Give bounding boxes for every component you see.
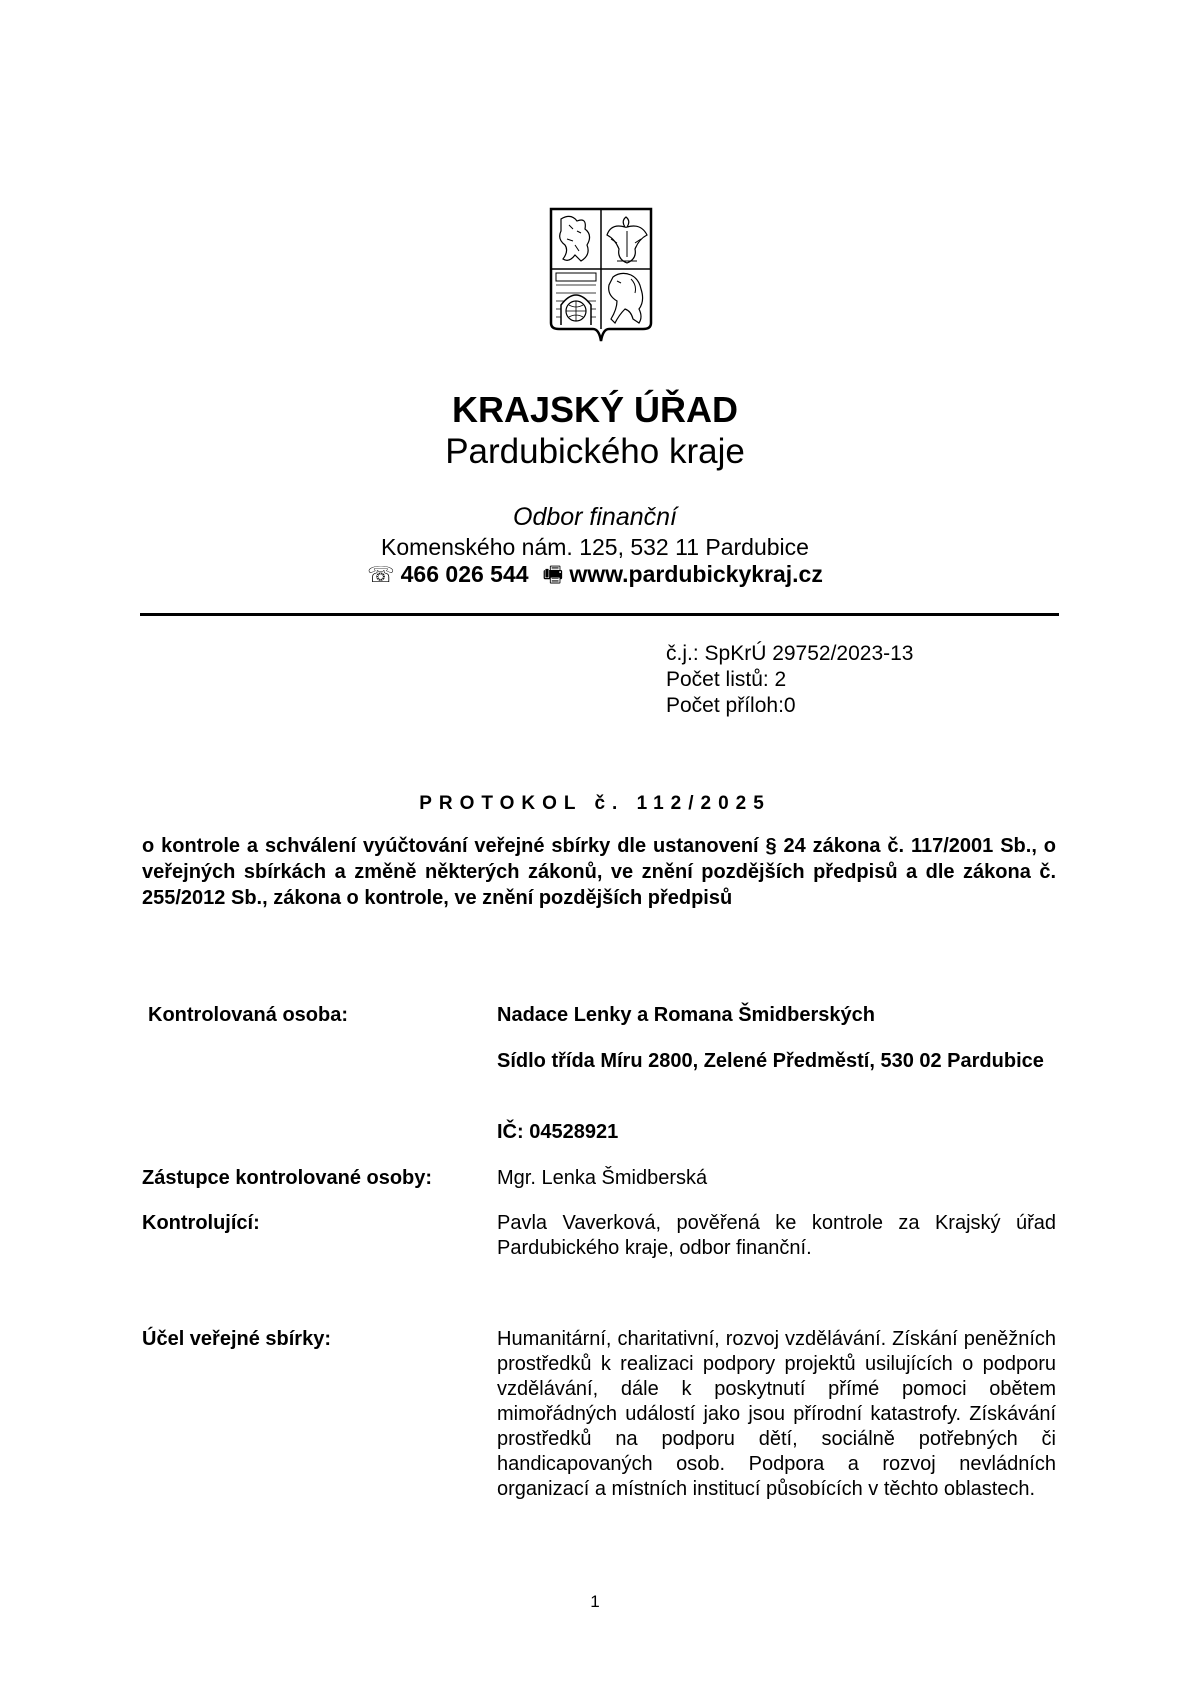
- representative-label: Zástupce kontrolované osoby:: [142, 1167, 433, 1189]
- inspector-label: Kontrolující:: [142, 1212, 260, 1234]
- fax-icon: 🖷: [542, 562, 564, 587]
- website-link[interactable]: www.pardubickykraj.cz: [569, 561, 823, 587]
- purpose-value: Humanitární, charitativní, rozvoj vzdělávání. Získání peněžních prostředků k realizaci podpory projektů usilujících o podporu vzdělávání, dále k poskytnutí přímé pomoci obětem mimořádných událostí jako jsou přírodní katastrofy. Získávání prostředků na podporu dětí, sociálně potřebných či handicapovaných osob. Podpora a rozvoj nevládních organizací a místních institucí působících v těchto oblastech.: [497, 1328, 1056, 1500]
- telephone-icon: ☏: [367, 562, 395, 587]
- representative-value: Mgr. Lenka Šmidberská: [497, 1167, 708, 1189]
- office-subtitle: Pardubického kraje: [445, 432, 745, 471]
- coat-of-arms-icon: [547, 205, 655, 345]
- phone-number: 466 026 544: [400, 561, 529, 587]
- reference-block: [666, 641, 914, 719]
- controlled-person-seat: Sídlo třída Míru 2800, Zelené Předměstí, 530 02 Pardubice: [497, 1050, 1044, 1072]
- sheet-count: Počet listů: 2: [666, 668, 787, 691]
- inspector-value: Pavla Vaverková, pověřená ke kontrole za Krajský úřad Pardubického kraje, odbor finanční.: [497, 1212, 1056, 1259]
- office-title: KRAJSKÝ ÚŘAD: [451, 389, 739, 430]
- page-number: 1: [590, 1592, 600, 1611]
- protocol-subject: o kontrole a schválení vyúčtování veřejné sbírky dle ustanovení § 24 zákona č. 117/2001 Sb., o veřejných sbírkách a změně některých zákonů, ve znění pozdějších předpisů a dle zákona č. 255/2012 Sb., zákona o kontrole, ve znění pozdějších předpisů: [142, 835, 1056, 909]
- header-divider: [140, 613, 1059, 616]
- controlled-person-label: Kontrolovaná osoba:: [148, 1004, 349, 1026]
- purpose-label: Účel veřejné sbírky:: [142, 1328, 331, 1350]
- protocol-title: PROTOKOL č. 112/2025: [419, 793, 771, 814]
- contact-line: [0, 560, 1190, 589]
- office-address: Komenského nám. 125, 532 11 Pardubice: [381, 534, 809, 560]
- case-number: č.j.: SpKrÚ 29752/2023-13: [666, 642, 914, 665]
- department-name: Odbor finanční: [513, 503, 677, 531]
- attachment-count: Počet příloh:0: [666, 694, 796, 717]
- controlled-person-name: Nadace Lenky a Romana Šmidberských: [497, 1004, 875, 1026]
- controlled-person-id: IČ: 04528921: [497, 1121, 619, 1143]
